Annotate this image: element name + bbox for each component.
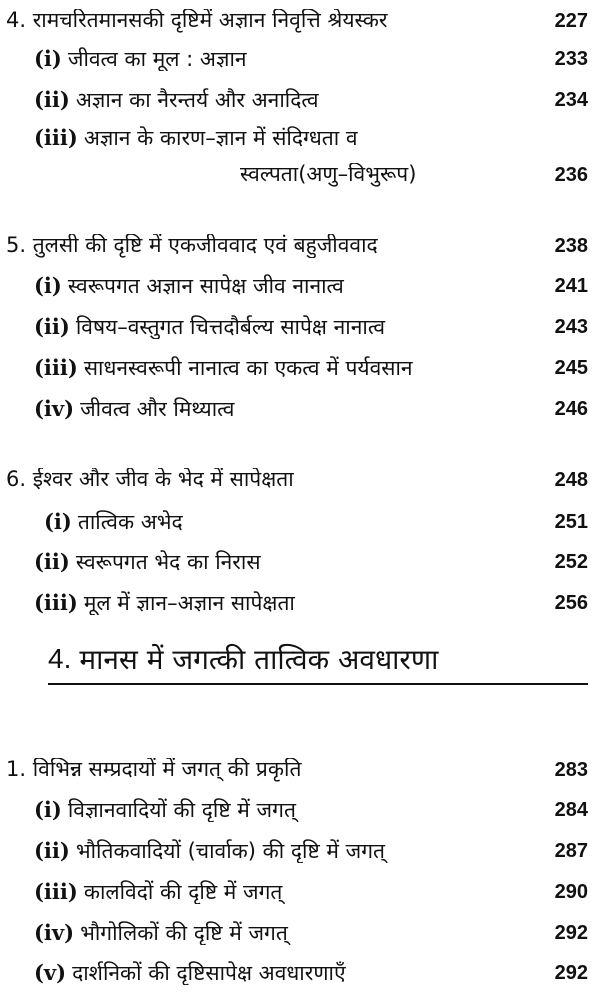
toc-entry-continuation: [240, 156, 588, 194]
entry-label: 6. ईश्वर और जीव के भेद में सापेक्षता: [6, 468, 294, 492]
roman-numeral: (i): [34, 46, 62, 71]
entry-label: भौतिकवादियों (चार्वाक) की दृष्टि में जगत्: [75, 838, 386, 863]
toc-entry: [34, 81, 588, 119]
toc-entry: [34, 584, 588, 622]
page-number: 236: [554, 164, 588, 186]
roman-numeral: (i): [34, 273, 62, 298]
page-number: 243: [554, 316, 588, 338]
toc-entry: [34, 791, 588, 829]
entry-label: 4. रामचरितमानसकी दृष्टिमें अज्ञान निवृत्ति श्रेयस्कर: [6, 9, 388, 33]
page-number: 238: [554, 235, 588, 257]
page-number: 292: [554, 922, 588, 944]
entry-label: स्वरूपगत अज्ञान सापेक्ष जीव नानात्व: [67, 273, 344, 298]
toc-entry-heading: [6, 461, 588, 499]
entry-label: मूल में ज्ञान–अज्ञान सापेक्षता: [83, 590, 295, 615]
page-number: 252: [554, 551, 588, 573]
roman-numeral: (i): [44, 509, 72, 534]
toc-entry: [34, 40, 588, 78]
roman-numeral: (iii): [34, 879, 78, 904]
entry-label: स्वल्पता(अणु–विभुरूप): [240, 163, 417, 187]
entry-label: अज्ञान का नैरन्तर्य और अनादित्व: [75, 87, 319, 112]
toc-entry: [34, 954, 588, 992]
page-number: 284: [554, 799, 588, 821]
roman-numeral: (v): [34, 960, 67, 985]
page-number: 290: [554, 881, 588, 903]
entry-label: भौगोलिकों की दृष्टि में जगत्: [80, 920, 288, 945]
chapter-title: [48, 635, 588, 685]
roman-numeral: (i): [34, 797, 62, 822]
entry-label: दार्शनिकों की दृष्टिसापेक्ष अवधारणाएँ: [72, 960, 346, 985]
toc-entry: [34, 119, 588, 157]
toc-entry-heading: [6, 751, 588, 789]
page-number: 256: [554, 592, 588, 614]
entry-label: साधनस्वरूपी नानात्व का एकत्व में पर्यवसान: [83, 355, 413, 380]
page-number: 287: [554, 840, 588, 862]
toc-entry: [34, 873, 588, 911]
page-number: 251: [554, 511, 588, 533]
page-number: 292: [554, 962, 588, 984]
entry-label: कालविदों की दृष्टि में जगत्: [83, 879, 283, 904]
entry-label: जीवत्व और मिथ्यात्व: [80, 396, 235, 421]
entry-label: विज्ञानवादियों की दृष्टि में जगत्: [67, 797, 296, 822]
roman-numeral: (ii): [34, 838, 70, 863]
chapter-title-text: मानस में जगत्की तात्विक अवधारणा: [79, 643, 439, 676]
roman-numeral: (ii): [34, 549, 70, 574]
roman-numeral: (ii): [34, 87, 70, 112]
toc-entry-heading: [6, 2, 588, 40]
entry-label: स्वरूपगत भेद का निरास: [75, 549, 261, 574]
toc-entry: [34, 832, 588, 870]
page-number: 245: [554, 357, 588, 379]
toc-entry: [34, 914, 588, 952]
toc-entry: [34, 349, 588, 387]
toc-entry-heading: [6, 227, 588, 265]
toc-entry: [34, 390, 588, 428]
chapter-number: 4.: [48, 643, 72, 674]
toc-entry: [34, 308, 588, 346]
entry-label: तात्विक अभेद: [77, 509, 183, 534]
toc-entry: [34, 543, 588, 581]
roman-numeral: (iii): [34, 355, 78, 380]
toc-entry: [44, 503, 588, 541]
roman-numeral: (iii): [34, 125, 78, 150]
entry-label: 5. तुलसी की दृष्टि में एकजीववाद एवं बहुजीववाद: [6, 234, 378, 258]
page-number: 283: [554, 759, 588, 781]
entry-label: 1. विभिन्न सम्प्रदायों में जगत् की प्रकृति: [6, 758, 302, 782]
page-number: 241: [554, 275, 588, 297]
roman-numeral: (iv): [34, 920, 75, 945]
page-number: 234: [554, 89, 588, 111]
page-number: 233: [554, 48, 588, 70]
entry-label: अज्ञान के कारण–ज्ञान में संदिग्धता व: [83, 125, 358, 150]
page-number: 246: [554, 398, 588, 420]
roman-numeral: (ii): [34, 314, 70, 339]
page-number: 248: [554, 469, 588, 491]
toc-entry: [34, 267, 588, 305]
roman-numeral: (iv): [34, 396, 75, 421]
entry-label: जीवत्व का मूल : अज्ञान: [67, 46, 247, 71]
entry-label: विषय–वस्तुगत चित्तदौर्बल्य सापेक्ष नानात्व: [75, 314, 386, 339]
roman-numeral: (iii): [34, 590, 78, 615]
page-number: 227: [554, 10, 588, 32]
